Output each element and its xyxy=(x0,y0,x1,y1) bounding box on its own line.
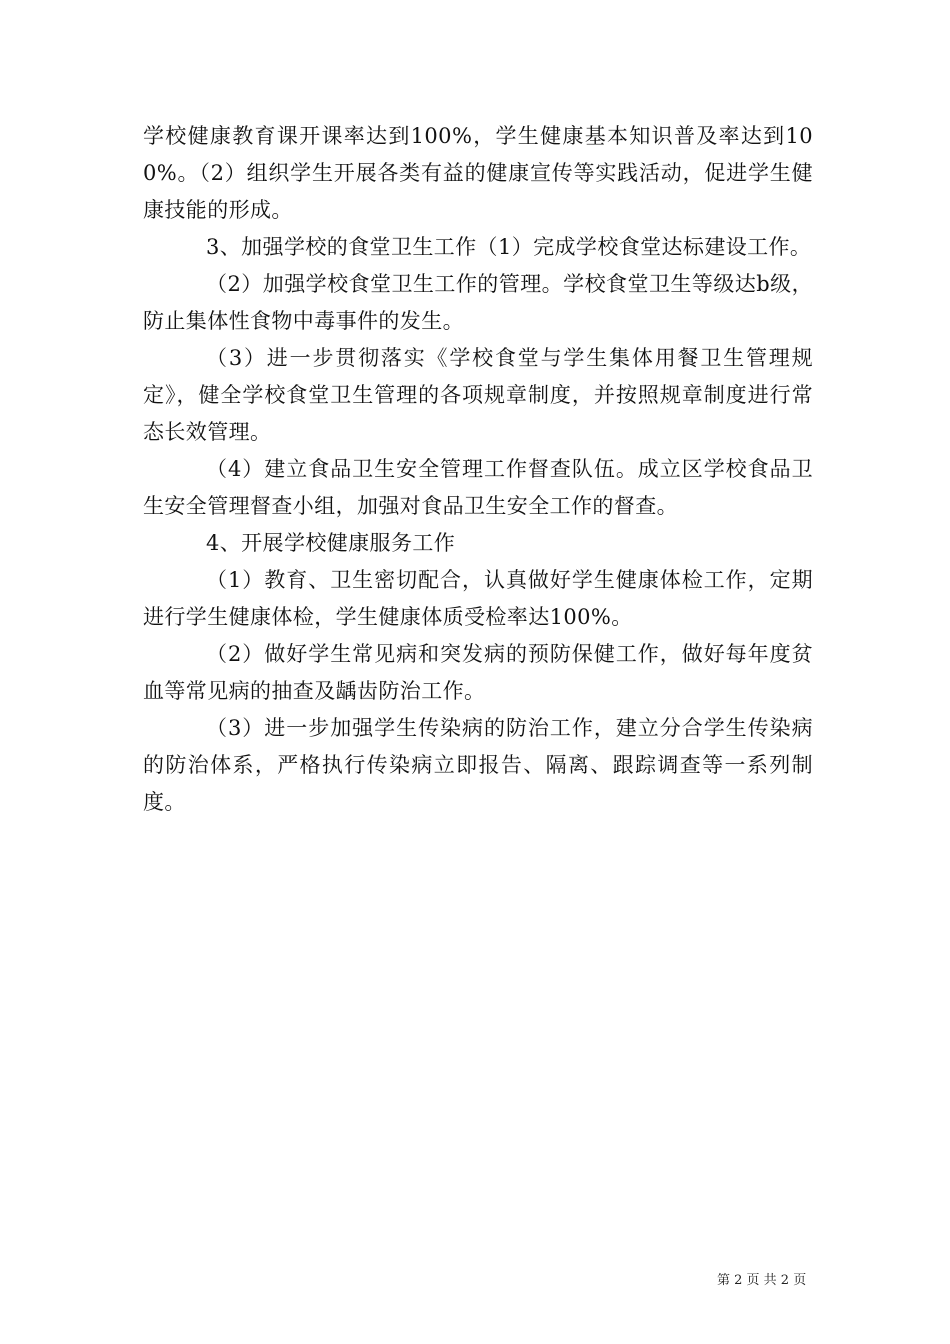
paragraph-canteen-regulations: （3）进一步贯彻落实《学校食堂与学生集体用餐卫生管理规定》，健全学校食堂卫生管理的各项规章制度，并按照规章制度进行常态长效管理。 xyxy=(143,346,813,444)
paragraph-infectious-disease: （3）进一步加强学生传染病的防治工作，建立分合学生传染病的防治体系，严格执行传染病立即报告、隔离、跟踪调查等一系列制度。 xyxy=(143,716,813,814)
page-number-footer: 第 2 页 共 2 页 xyxy=(717,1273,807,1288)
paragraph-canteen-management: （2）加强学校食堂卫生工作的管理。学校食堂卫生等级达b级，防止集体性食物中毒事件的发生。 xyxy=(143,272,813,333)
paragraph-health-checkup: （1）教育、卫生密切配合，认真做好学生健康体检工作，定期进行学生健康体检，学生健康体质受检率达100%。 xyxy=(143,568,813,629)
paragraph-food-safety-team: （4）建立食品卫生安全管理工作督查队伍。成立区学校食品卫生安全管理督查小组，加强对食品卫生安全工作的督查。 xyxy=(143,457,813,518)
paragraph-continuation: 学校健康教育课开课率达到100%，学生健康基本知识普及率达到100%。（2）组织学生开展各类有益的健康宣传等实践活动，促进学生健康技能的形成。 xyxy=(143,124,813,222)
paragraph-disease-prevention: （2）做好学生常见病和突发病的预防保健工作，做好每年度贫血等常见病的抽查及龋齿防治工作。 xyxy=(143,642,813,703)
document-body xyxy=(143,118,813,821)
paragraph-health-service-heading: 4、开展学校健康服务工作 xyxy=(206,531,456,555)
paragraph-canteen-heading: 3、加强学校的食堂卫生工作（1）完成学校食堂达标建设工作。 xyxy=(206,235,812,259)
